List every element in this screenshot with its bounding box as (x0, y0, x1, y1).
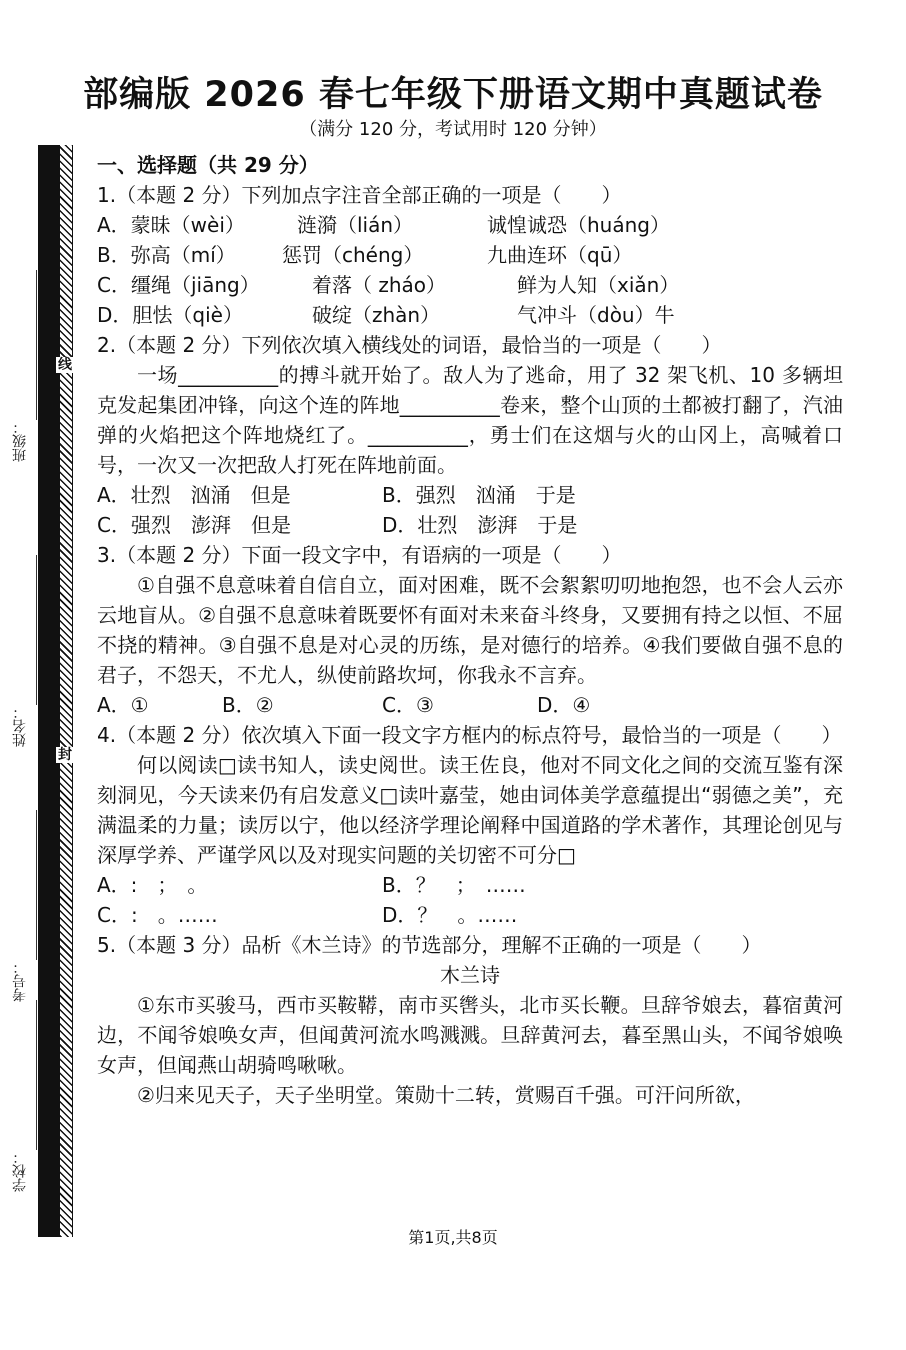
q1-option-d (97, 300, 843, 330)
q3-option-a: A．① (97, 693, 149, 717)
binding-hatch (60, 145, 73, 1237)
field-class-line (36, 270, 37, 420)
field-exam-number-label: 考号： (12, 960, 28, 1002)
q3-options (97, 690, 843, 720)
q5-stem: 5.（本题 3 分）品析《木兰诗》的节选部分，理解不正确的一项是（ ） (97, 933, 762, 957)
q1-option-c (97, 270, 843, 300)
field-class-label: 班级： (12, 420, 28, 462)
field-name-line (36, 555, 37, 705)
q4-option-c: C．: 。…… (97, 903, 218, 927)
q4-passage: 何以阅读□读书知人，读史阅世。读王佐良，他对不同文化之间的交流互鉴有深刻洞见，今天读来仍有启发意义□读叶嘉莹，她由词体美学意蕴提出“弱德之美”，充满温柔的力量；读厉以宁，他以经济学理论阐释中国道路的学术著作，其理论创见与深厚学养、严谨学风以及对现实问题的关切密不可分□ (97, 753, 843, 867)
q2-stem: 2.（本题 2 分）下列依次填入横线处的词语，最恰当的一项是（ ） (97, 333, 722, 357)
q3-option-b: B．② (222, 693, 274, 717)
q1-d-1: D．胆怯（qiè） (97, 303, 243, 327)
exam-title: 部编版 2026 春七年级下册语文期中真题试卷 (83, 75, 823, 115)
q2-passage: 一场__________的搏斗就开始了。敌人为了逃命，用了 32 架飞机、10 多辆坦克发起集团冲锋，向这个连的阵地__________卷来，整个山顶的土都被打翻了，汽油弹的火焰把这个阵地烧红了。__________，勇士们在这烟与火的山冈上，高喊着口号，一次又一次把敌人打死在阵地前面。 (97, 363, 843, 477)
q1-b-1: B．弥高（mí） (97, 243, 236, 267)
q4-stem: 4.（本题 2 分）依次填入下面一段文字方框内的标点符号，最恰当的一项是（ ） (97, 723, 842, 747)
q1-a-1: A．蒙昧（wèi） (97, 213, 245, 237)
q1-c-3: 鲜为人知（xiǎn） (517, 273, 680, 297)
q2-options-row1 (97, 480, 843, 510)
q4-option-b: B．？ ； …… (382, 873, 526, 897)
q4-option-a: A．: ； 。 (97, 873, 208, 897)
field-exam-number[interactable] (10, 960, 36, 1160)
q1-b-2: 惩罚（chéng） (282, 243, 424, 267)
binding-word-xian: 线 (58, 357, 72, 373)
q2-option-d: D．壮烈 澎湃 于是 (382, 513, 578, 537)
q1-a-2: 涟漪（lián） (297, 213, 414, 237)
binding-word-feng: 封 (58, 747, 72, 763)
field-name[interactable] (10, 705, 36, 905)
q4-options-row2 (97, 900, 843, 930)
q1-b-3: 九曲连环（qū） (487, 243, 633, 267)
q3-option-c: C．③ (382, 693, 434, 717)
q1-option-a (97, 210, 843, 240)
field-school-label: 学校： (12, 1150, 28, 1192)
q2-option-a: A．壮烈 汹涌 但是 (97, 483, 291, 507)
page-number: 第1页,共8页 (408, 1228, 498, 1247)
q1-c-1: C．缰绳（jiāng） (97, 273, 260, 297)
q1-c-2: 着落（ zháo） (312, 273, 447, 297)
q3-option-d: D．④ (537, 693, 591, 717)
field-school[interactable] (10, 1150, 36, 1350)
exam-content (97, 150, 843, 1110)
q4-option-d: D．？ 。…… (382, 903, 518, 927)
exam-subtitle: （满分 120 分，考试用时 120 分钟） (299, 119, 607, 140)
field-exam-number-line (36, 810, 37, 960)
q3-passage: ①自强不息意味着自信自立，面对困难，既不会絮絮叨叨地抱怨，也不会人云亦云地盲从。②自强不息意味着既要怀有面对未来奋斗终身，又要拥有持之以恒、不屈不挠的精神。③自强不息是对心灵的历练，是对德行的培养。④我们要做自强不息的君子，不怨天，不尤人，纵使前路坎坷，你我永不言弃。 (97, 573, 843, 687)
q1-d-2: 破绽（zhàn） (312, 303, 441, 327)
q1-option-b (97, 240, 843, 270)
q2-options-row2 (97, 510, 843, 540)
q4-options-row1 (97, 870, 843, 900)
q1-stem: 1.（本题 2 分）下列加点字注音全部正确的一项是（ ） (97, 183, 622, 207)
q1-d-3: 气冲斗（dòu）牛 (517, 303, 675, 327)
field-school-line (36, 1000, 37, 1150)
q1-a-3: 诚惶诚恐（huáng） (487, 213, 670, 237)
q2-option-c: C．强烈 澎湃 但是 (97, 513, 291, 537)
q5-paragraph-2: ②归来见天子，天子坐明堂。策勋十二转，赏赐百千强。可汗问所欲， (137, 1083, 755, 1107)
binding-strip (38, 145, 60, 1237)
q5-poem-title: 木兰诗 (440, 963, 500, 987)
field-name-label: 姓名： (12, 705, 28, 747)
section-heading: 一、选择题（共 29 分） (97, 153, 319, 177)
field-class[interactable] (10, 420, 36, 620)
q2-option-b: B．强烈 汹涌 于是 (382, 483, 576, 507)
q3-stem: 3.（本题 2 分）下面一段文字中，有语病的一项是（ ） (97, 543, 622, 567)
q5-paragraph-1: ①东市买骏马，西市买鞍鞯，南市买辔头，北市买长鞭。旦辞爷娘去，暮宿黄河边，不闻爷娘唤女声，但闻黄河流水鸣溅溅。旦辞黄河去，暮至黑山头，不闻爷娘唤女声，但闻燕山胡骑鸣啾啾。 (97, 993, 843, 1077)
